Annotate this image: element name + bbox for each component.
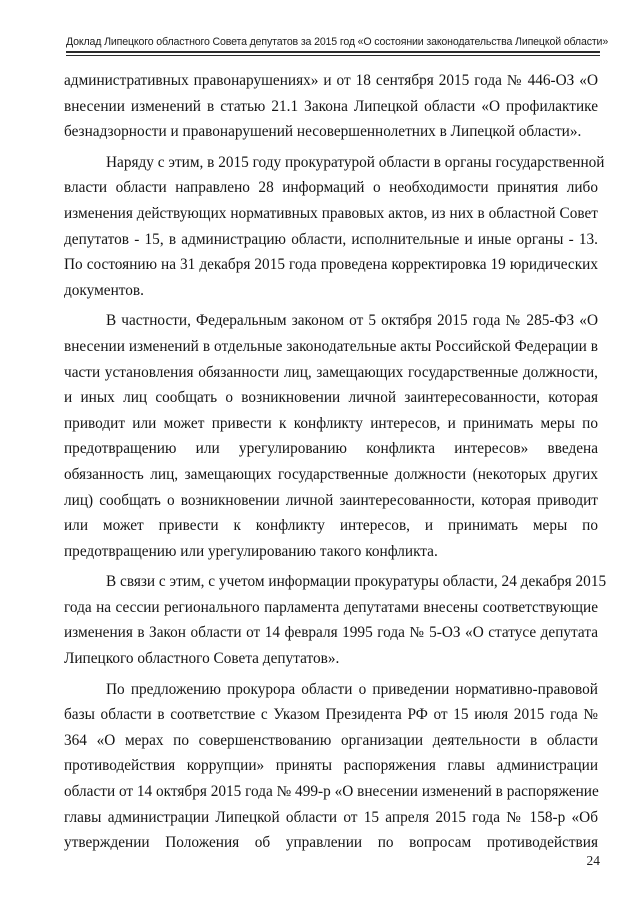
text-line: предотвращению или урегулированию такого конфликта.	[64, 542, 438, 560]
body-paragraph	[64, 68, 598, 145]
text-line: В связи с этим, с учетом информации прокуратуры области, 24 декабря 2015	[106, 573, 607, 591]
text-line: 364 «О мерах по совершенствованию организации деятельности в области	[64, 731, 598, 749]
text-line: В частности, Федеральным законом от 5 октября 2015 года № 285-ФЗ «О	[106, 312, 598, 330]
text-line: или может привести к конфликту интересов, и принимать меры по	[64, 517, 598, 535]
body-paragraph	[64, 308, 598, 564]
text-line: По предложению прокурора области о приведении нормативно-правовой	[106, 680, 598, 698]
text-line: безнадзорности и правонарушений несовершеннолетних в Липецкой области».	[64, 123, 582, 141]
text-line: утверждении Положения об управлении по вопросам противодействия	[64, 834, 598, 852]
text-line: приводит или может привести к конфликту интересов, и принимать меры по	[64, 414, 598, 432]
text-line: и иных лиц сообщать о возникновении личной заинтересованности, которая	[64, 389, 598, 407]
running-header: Доклад Липецкого областного Совета депутатов за 2015 год «О состоянии законодательства Липецкой области»	[66, 36, 609, 48]
body-paragraph	[64, 150, 605, 304]
text-line: области от 14 октября 2015 года № 499-р «О внесении изменений в распоряжение	[64, 783, 599, 801]
text-line: По состоянию на 31 декабря 2015 года проведена корректировка 19 юридических	[64, 256, 598, 274]
text-line: базы области в соответствие с Указом Президента РФ от 15 июля 2015 года №	[64, 706, 598, 724]
body-paragraph	[64, 569, 607, 671]
document-body	[64, 68, 607, 856]
text-line: года на сессии регионального парламента депутатами внесены соответствующие	[64, 598, 598, 616]
text-line: власти области направлено 28 информаций о необходимости принятия либо	[64, 179, 598, 197]
text-line: административных правонарушениях» и от 18 сентября 2015 года № 446-ОЗ «О	[64, 72, 598, 89]
text-line: Наряду с этим, в 2015 году прокуратурой области в органы государственной	[106, 153, 605, 171]
text-line: Липецкого областного Совета депутатов».	[64, 650, 340, 668]
text-line: внесении изменений в отдельные законодательные акты Российской Федерации в	[64, 337, 598, 355]
text-line: части установления обязанности лиц, замещающих государственные должности,	[64, 363, 598, 381]
text-line: изменения действующих нормативных правовых актов, из них в областной Совет	[64, 204, 598, 222]
text-line: депутатов - 15, в администрацию области, исполнительные и иные органы - 13.	[64, 230, 598, 248]
body-paragraph	[64, 677, 598, 856]
header-double-rule	[66, 51, 600, 56]
text-line: главы администрации Липецкой области от 15 апреля 2015 года № 158-р «Об	[64, 808, 598, 826]
text-line: лиц) сообщать о возникновении личной заинтересованности, которая приводит	[64, 491, 598, 509]
page-number: 24	[586, 853, 600, 868]
text-line: изменения в Закон области от 14 февраля 1995 года № 5-ОЗ «О статусе депутата	[64, 624, 598, 642]
text-line: обязанность лиц, замещающих государственные должности (некоторых других	[64, 465, 598, 483]
text-line: противодействия коррупции» приняты распоряжения главы администрации	[64, 757, 598, 775]
text-line: документов.	[64, 281, 144, 299]
text-line: внесении изменений в статью 21.1 Закона Липецкой области «О профилактике	[64, 97, 598, 115]
text-line: предотвращению или урегулированию конфликта интересов» введена	[64, 440, 598, 458]
